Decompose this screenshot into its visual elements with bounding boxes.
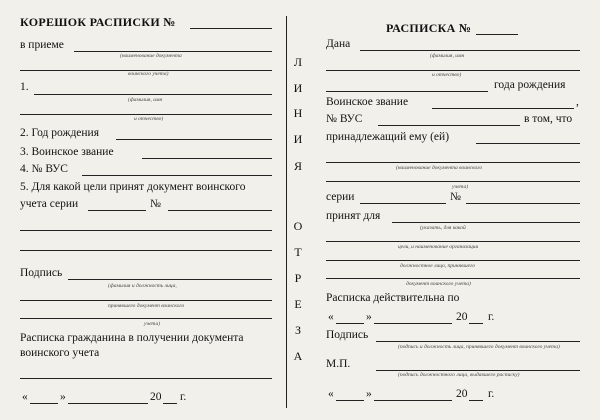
stub-hint-sign2: принявшего документ воинского <box>108 303 185 309</box>
cut-line-letter: Т <box>294 245 302 259</box>
stub-date-year: 20 <box>150 391 162 403</box>
receipt-mp-line <box>376 370 580 371</box>
stub-fio-line <box>34 94 272 95</box>
receipt-series-line <box>360 203 446 204</box>
stub-hint-otch: и отчество) <box>134 116 164 122</box>
receipt-date2-open: « <box>328 388 334 400</box>
receipt-date-month-line <box>374 323 452 324</box>
receipt-hint-sign2: (подпись должностного лица, выдавшего расписку) <box>398 372 520 378</box>
receipt-date-close: » <box>366 311 372 323</box>
stub-vus-line <box>82 175 272 176</box>
cut-line-letter: О <box>293 219 303 233</box>
receipt-hint-p4: документ воинского учета) <box>406 281 471 287</box>
stub-birth-label: 2. Год рождения <box>20 127 99 139</box>
stub-sign-line-2 <box>20 300 272 301</box>
stub-purpose-2: учета серии <box>20 198 79 210</box>
receipt-date-year: 20 <box>456 311 468 323</box>
receipt-hint-p2: цели, и наименование организации <box>398 244 479 250</box>
stub-purpose-1: 5. Для какой цели принят документ воинского <box>20 181 246 193</box>
stub-rank-line <box>142 158 272 159</box>
stub-hint-sign1: (фамилия и должность лица, <box>108 283 177 289</box>
receipt-number-line <box>476 34 518 35</box>
receipt-series-label: серии <box>326 191 355 203</box>
stub-no: № <box>150 198 161 210</box>
cut-line-letter: Н <box>293 106 303 120</box>
receipt-hint-otch: и отчество) <box>432 72 462 78</box>
receipt-purpose-line-3 <box>326 260 580 261</box>
stub-sign-line-3 <box>20 318 272 319</box>
stub-hint-fio: (фамилия, имя <box>128 97 163 103</box>
receipt-hint-doc: (наименование документа воинского <box>396 165 483 171</box>
cut-line <box>286 16 287 408</box>
receipt-hint-fio: (фамилия, имя <box>430 53 465 59</box>
stub-fio-line-2 <box>20 114 272 115</box>
stub-title: КОРЕШОК РАСПИСКИ № <box>20 15 176 29</box>
cut-line-letter: Л <box>293 55 303 69</box>
receipt-hint-doc2: учета) <box>452 184 469 190</box>
cut-line-letter: И <box>293 132 303 146</box>
stub-item-1: 1. <box>20 81 29 93</box>
receipt-fio-line <box>360 50 580 51</box>
stub-hint-sign3: учета) <box>144 321 161 327</box>
receipt-birth-line <box>326 91 488 92</box>
receipt-date-day-line <box>336 323 364 324</box>
receipt-belong-line <box>476 143 580 144</box>
receipt-v-tom: в том, что <box>524 113 573 125</box>
receipt-fio-line-2 <box>326 70 580 71</box>
receipt-date-g: г. <box>488 311 495 323</box>
stub-sign-label: Подпись <box>20 267 63 279</box>
receipt-valid: Расписка действительна по <box>326 292 460 304</box>
stub-receipt-line <box>20 378 272 379</box>
stub-vus-label: 4. № ВУС <box>20 163 68 175</box>
cut-line-letter: Я <box>293 159 302 173</box>
stub-no-line <box>168 210 272 211</box>
receipt-date2-year: 20 <box>456 388 468 400</box>
receipt-mp: М.П. <box>326 358 351 370</box>
stub-date-open: « <box>22 391 28 403</box>
receipt-purpose-line-4 <box>326 278 580 279</box>
receipt-rank-label: Воинское звание <box>326 96 409 108</box>
receipt-dana: Дана <box>326 38 351 50</box>
stub-date-month-line <box>68 403 148 404</box>
receipt-hint-p1: (указать, для какой <box>420 225 466 231</box>
stub-receipt-1: Расписка гражданина в получении документа <box>20 332 244 344</box>
cut-line-letter: А <box>293 349 303 363</box>
stub-date-year-line <box>163 403 177 404</box>
stub-blank-line-1 <box>20 230 272 231</box>
cut-line-letter: Е <box>294 297 302 311</box>
receipt-purpose-line-2 <box>326 241 580 242</box>
receipt-no: № <box>450 191 461 203</box>
receipt-date2-g: г. <box>488 388 495 400</box>
cut-line-letter: Р <box>294 271 302 285</box>
receipt-no-line <box>466 203 580 204</box>
receipt-date2-day-line <box>336 400 364 401</box>
receipt-hint-sign: (подпись и должность лица, принявшего документ воинского учета) <box>398 344 560 350</box>
stub-hint-doc: (наименование документа <box>120 53 182 59</box>
stub-sign-line <box>68 279 272 280</box>
receipt-title: РАСПИСКА № <box>386 21 472 35</box>
stub-date-g: г. <box>180 391 187 403</box>
receipt-vus-line <box>378 125 520 126</box>
receipt-doc-line <box>326 162 580 163</box>
cut-line-letter: И <box>293 81 303 95</box>
stub-number-line <box>190 28 272 29</box>
receipt-date2-year-line <box>469 400 483 401</box>
receipt-rank-line <box>432 108 574 109</box>
stub-v-prieme: в приеме <box>20 39 64 51</box>
stub-doc-line <box>74 51 272 52</box>
cut-line-letter: З <box>294 323 301 337</box>
stub-birth-line <box>116 139 272 140</box>
receipt-date2-month-line <box>374 400 452 401</box>
receipt-date-open: « <box>328 311 334 323</box>
receipt-date2-close: » <box>366 388 372 400</box>
stub-receipt-2: воинского учета <box>20 347 100 359</box>
receipt-vus-label: № ВУС <box>326 113 363 125</box>
receipt-hint-p3: должностное лицо, принявшего <box>400 263 475 269</box>
stub-hint-doc2: воинского учета) <box>128 71 169 77</box>
receipt-birth-label: года рождения <box>494 79 566 91</box>
stub-rank-label: 3. Воинское звание <box>20 146 114 158</box>
receipt-doc-line-2 <box>326 181 580 182</box>
receipt-accepted-line <box>392 222 580 223</box>
stub-series-line <box>88 210 146 211</box>
receipt-sign-label: Подпись <box>326 329 369 341</box>
stub-blank-line-2 <box>20 250 272 251</box>
receipt-accepted-label: принят для <box>326 210 381 222</box>
stub-date-close: » <box>60 391 66 403</box>
receipt-form: КОРЕШОК РАСПИСКИ № в приеме (наименование документа воинского учета) 1. (фамилия, имя и отчество) 2. Год рождения 3. Воинское звание 4. № ВУС 5. Для какой цели принят документ воинского учета серии № Подпись (фамилия и должность лица, принявшего документ воинского учета) Расписка гражданина в получении документа воинского учета « » 20 г. Л И Н И Я О Т Р Е З А РАСПИСКА № Дана (фамилия, имя и отчество) года рождения Воинское звание , № ВУС в том, что принадлежащий ему (ей) (наименование документа воинского учета) серии № принят для (указать, для какой цели, и наименование организации должностное лицо, принявшего документ воинского учета) Расписка действительна по « » 20 г. Подпись (подпись и должность лица, принявшего документ воинского учета) М.П. (подпись должностного лица, выдавшего расписку) « » 20 г. <box>0 0 600 420</box>
stub-date-day-line <box>30 403 58 404</box>
receipt-belong: принадлежащий ему (ей) <box>326 131 450 143</box>
receipt-sign-line <box>376 341 580 342</box>
receipt-date-year-line <box>469 323 483 324</box>
